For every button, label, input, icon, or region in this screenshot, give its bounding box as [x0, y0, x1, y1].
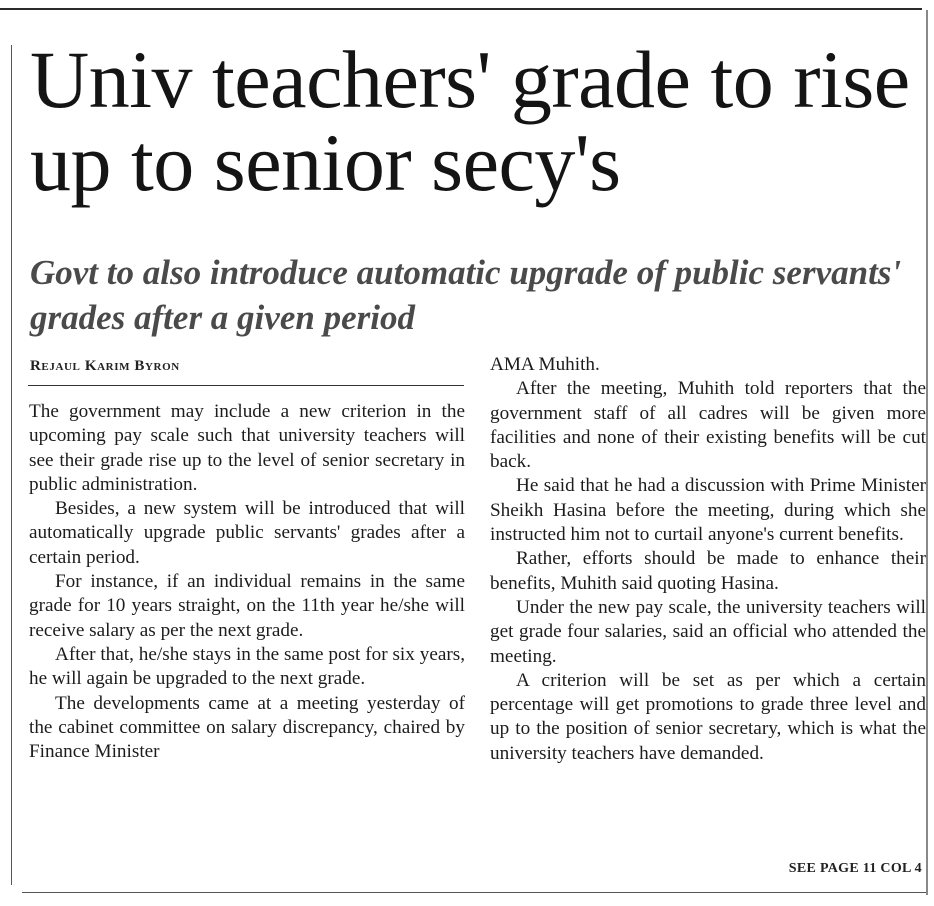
- headline: Univ teachers' grade to rise up to senior secy's: [30, 34, 910, 208]
- byline-rule: [28, 385, 464, 386]
- paragraph: For instance, if an individual remains in the same grade for 10 years straight, on the 11th year he/she will receive salary as per the next grade.: [29, 571, 465, 641]
- subheadline: Govt to also introduce automatic upgrade of public servants' grades after a given period: [30, 253, 902, 337]
- right-rule: [926, 10, 928, 895]
- article-column-left: [29, 400, 465, 764]
- paragraph: A criterion will be set as per which a certain percentage will get promotions to grade three level and up to the position of senior secretary, which is what the university teachers have demanded.: [490, 669, 926, 764]
- paragraph: He said that he had a discussion with Prime Minister Sheikh Hasina before the meeting, during which she instructed him not to curtail anyone's current benefits.: [490, 475, 926, 546]
- paragraph: Besides, a new system will be introduced that will automatically upgrade public servants' grades after a certain period.: [29, 498, 465, 568]
- byline: Rejaul Karim Byron: [30, 358, 180, 374]
- bottom-rule: [22, 892, 926, 893]
- paragraph: Under the new pay scale, the university teachers will get grade four salaries, said an official who attended the meeting.: [490, 596, 926, 667]
- paragraph: Rather, efforts should be made to enhance their benefits, Muhith said quoting Hasina.: [490, 548, 926, 594]
- top-rule: [0, 8, 922, 10]
- continuation-note: SEE PAGE 11 COL 4: [788, 861, 922, 876]
- left-rule: [11, 45, 12, 885]
- paragraph: The government may include a new criterion in the upcoming pay scale such that university teachers will see their grade rise up to the level of senior secretary in public administration.: [29, 401, 465, 495]
- article-column-right: [490, 353, 926, 766]
- paragraph: AMA Muhith.: [490, 354, 600, 375]
- paragraph: The developments came at a meeting yesterday of the cabinet committee on salary discrepancy, chaired by Finance Minister: [29, 692, 465, 763]
- paragraph: After that, he/she stays in the same post for six years, he will again be upgraded to the next grade.: [29, 643, 465, 690]
- paragraph: After the meeting, Muhith told reporters that the government staff of all cadres will be given more facilities and none of their existing benefits will be cut back.: [490, 378, 926, 473]
